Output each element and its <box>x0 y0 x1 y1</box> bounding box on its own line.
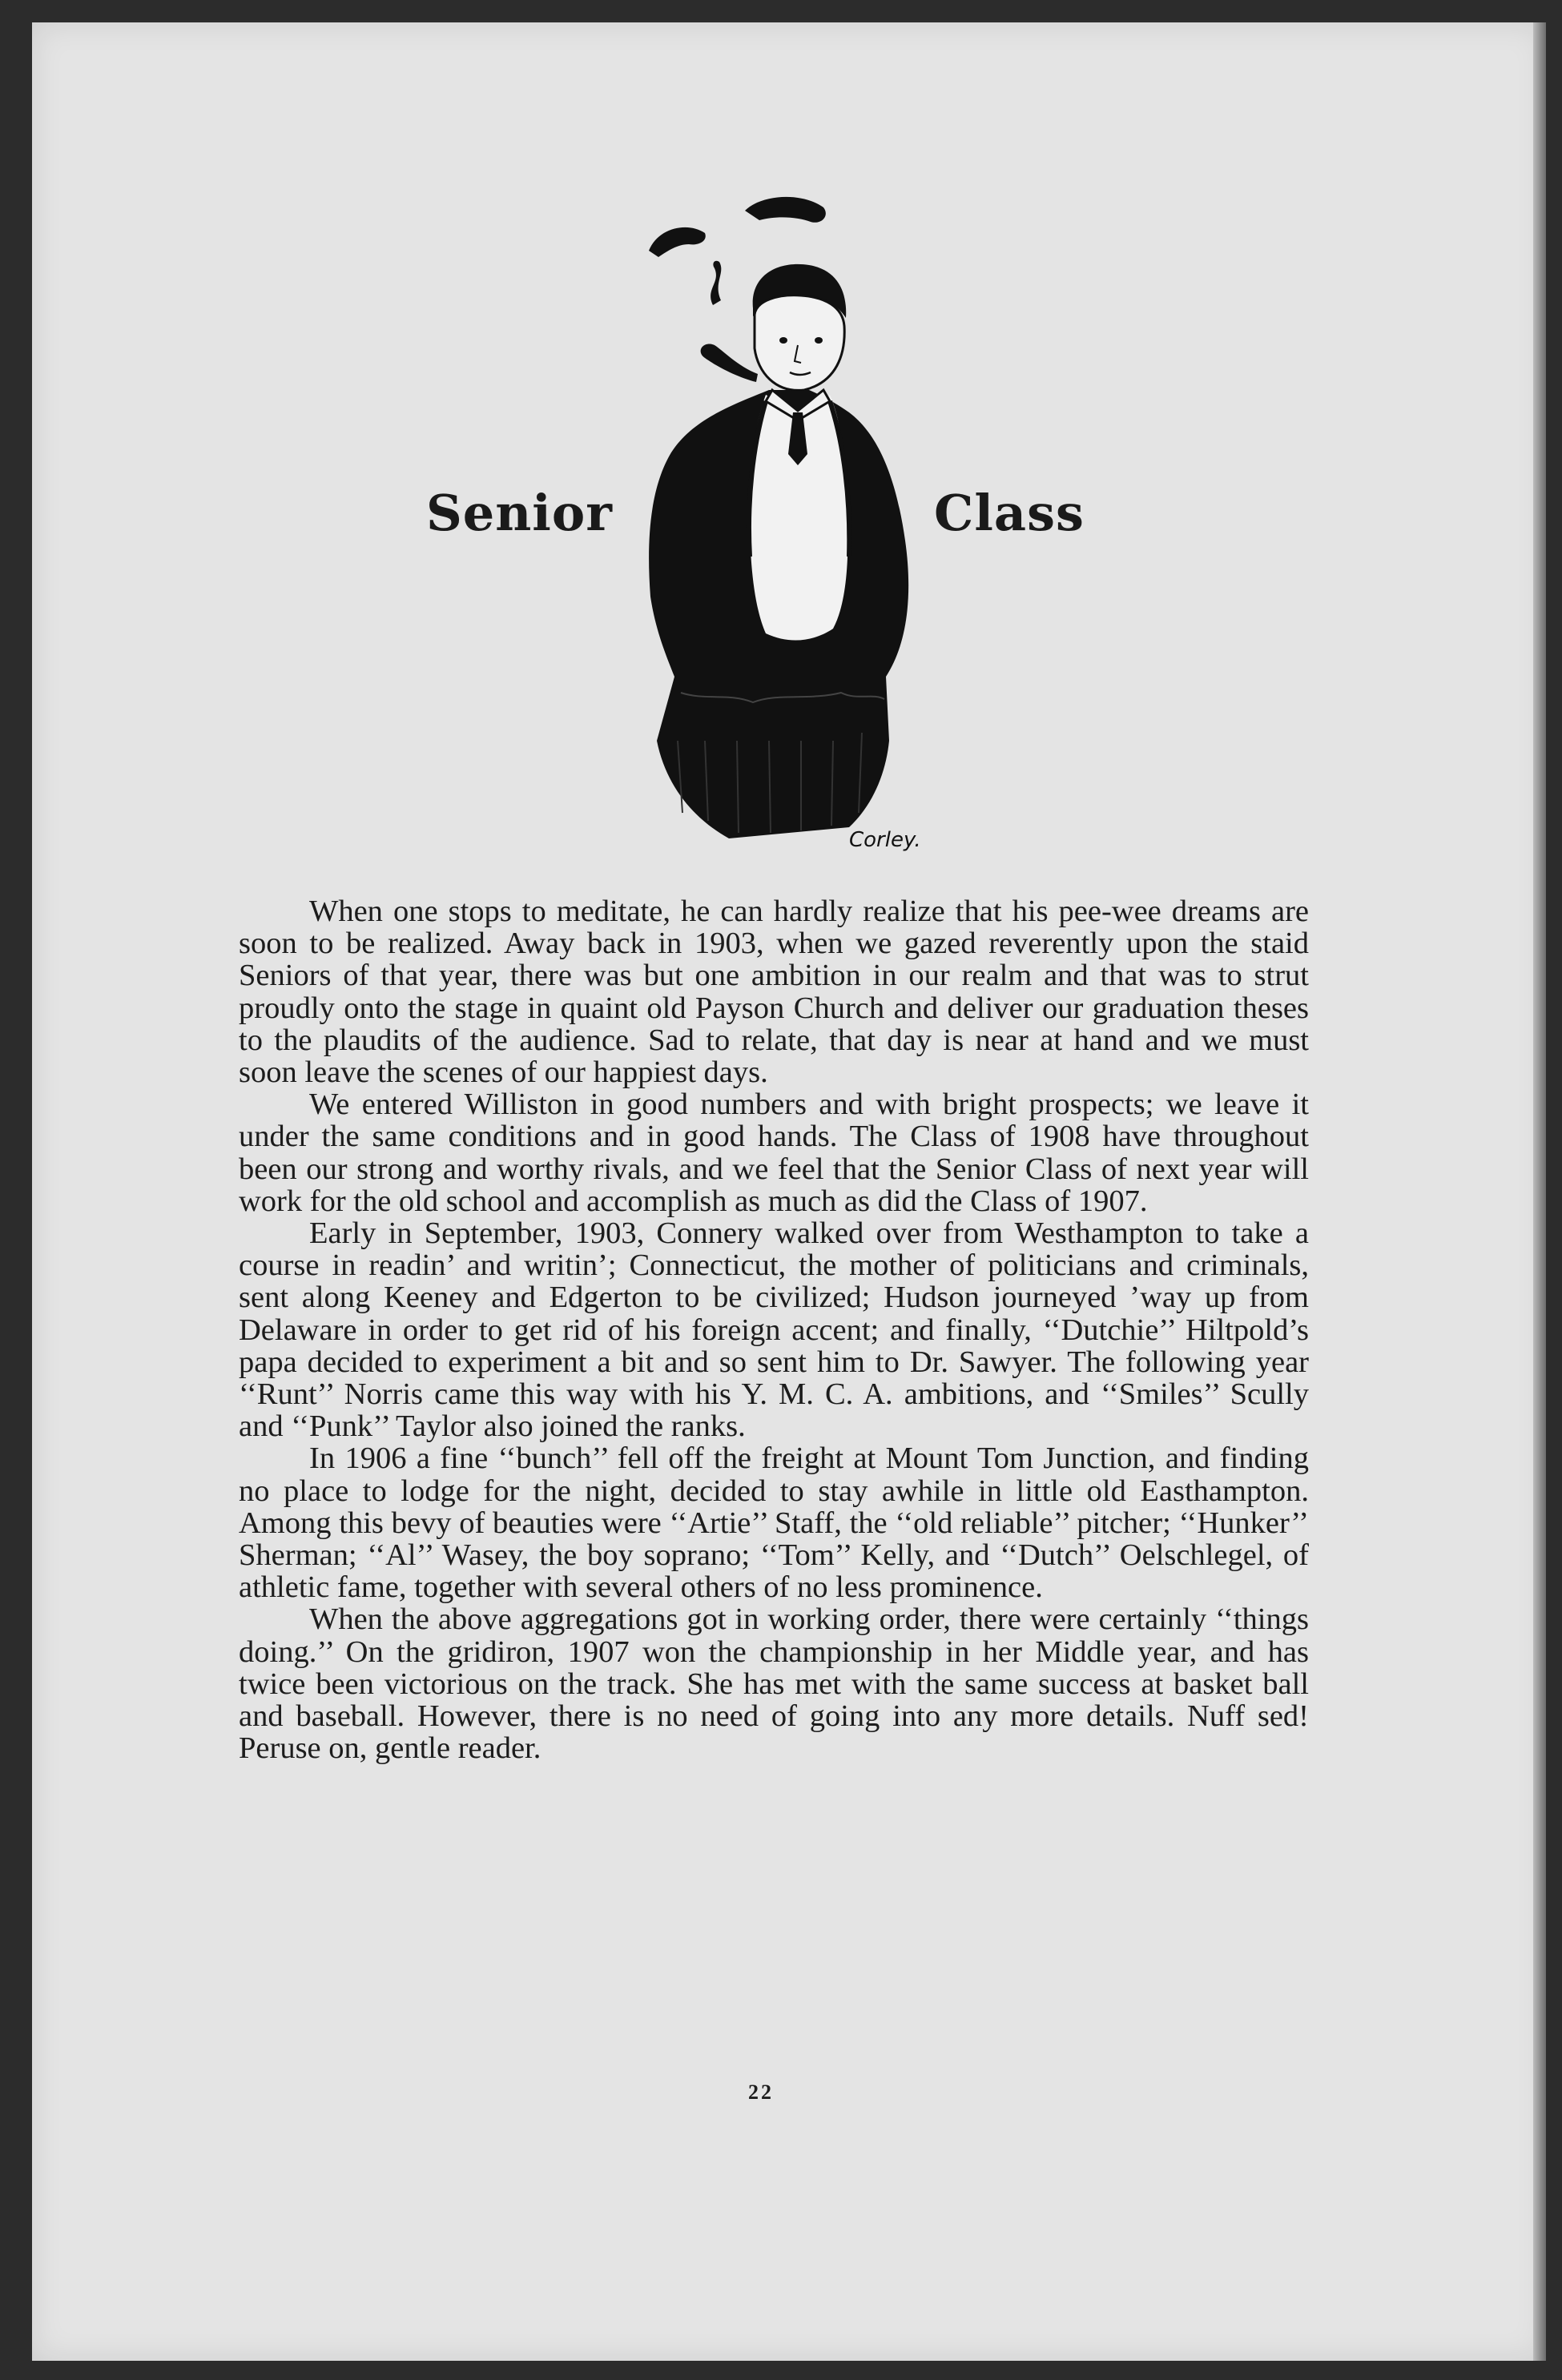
smoke-wisp <box>711 261 721 305</box>
heading-senior: Senior <box>426 484 613 542</box>
smoke-puff-left <box>649 227 706 257</box>
face <box>755 295 844 391</box>
paragraph: We entered Williston in good numbers and with bright prospects; we leave it under the same conditions and in good hands. The Class of 1908 have throughout been our strong and worthy rivals, and we feel that the Senior Class of next year will work for the old school and accomplish as much as did the Class of 1907. <box>239 1087 1309 1218</box>
paragraph: Early in September, 1903, Connery walked over from Westhampton to take a course in readin’ and writin’; Connecticut, the mother of politicians and criminals, sent along Keeney and Edgerton to be civilized; Hudson journeyed ’way up from Delaware in order to get rid of his foreign accent; and finally, ‘‘Dutchie’’ Hiltpold’s papa decided to experiment a bit and so sent him to Dr. Sawyer. The following year ‘‘Runt’’ Norris came this way with his Y. M. C. A. ambitions, and ‘‘Smiles’’ Scully and ‘‘Punk’’ Taylor also joined the ranks. <box>239 1216 1309 1444</box>
senior-student-illustration <box>609 180 977 885</box>
article-body <box>239 895 1309 1764</box>
artist-signature: Corley. <box>849 828 921 852</box>
paragraph: When one stops to meditate, he can hardly realize that his pee-wee dreams are soon to be realized. Away back in 1903, when we gazed reverently upon the staid Seniors of that year, there was but one ambition in our realm and that was to strut proudly onto the stage in quaint old Payson Church and deliver our graduation theses to the plaudits of the audience. Sad to relate, that day is near at hand and we must soon leave the scenes of our happiest days. <box>239 895 1309 1090</box>
page-number: 22 <box>748 2080 774 2104</box>
smoke-puff-right <box>745 197 826 223</box>
pipe <box>701 344 758 382</box>
paragraph: In 1906 a fine ‘‘bunch’’ fell off the freight at Mount Tom Junction, and finding no place to lodge for the night, decided to stay awhile in little old Easthampton. Among this bevy of beauties were ‘‘Artie’’ Staff, the ‘‘old reliable’’ pitcher; ‘‘Hunker’’ Sherman; ‘‘Al’’ Wasey, the boy soprano; ‘‘Tom’’ Kelly, and ‘‘Dutch’’ Oelschlegel, of athletic fame, together with several others of no less prominence. <box>239 1441 1309 1605</box>
paragraph: When the above aggregations got in working order, there were certainly ‘‘things doing.’’ On the gridiron, 1907 won the championship in her Middle year, and has twice been victorious on the track. She has met with the same success at basket ball and baseball. However, there is no need of going into any more details. Nuff sed! Peruse on, gentle reader. <box>239 1602 1309 1766</box>
sweater-numerals: 07 <box>767 464 828 515</box>
page-edge-shadow <box>1533 22 1546 2361</box>
heading-class: Class <box>934 484 1085 542</box>
